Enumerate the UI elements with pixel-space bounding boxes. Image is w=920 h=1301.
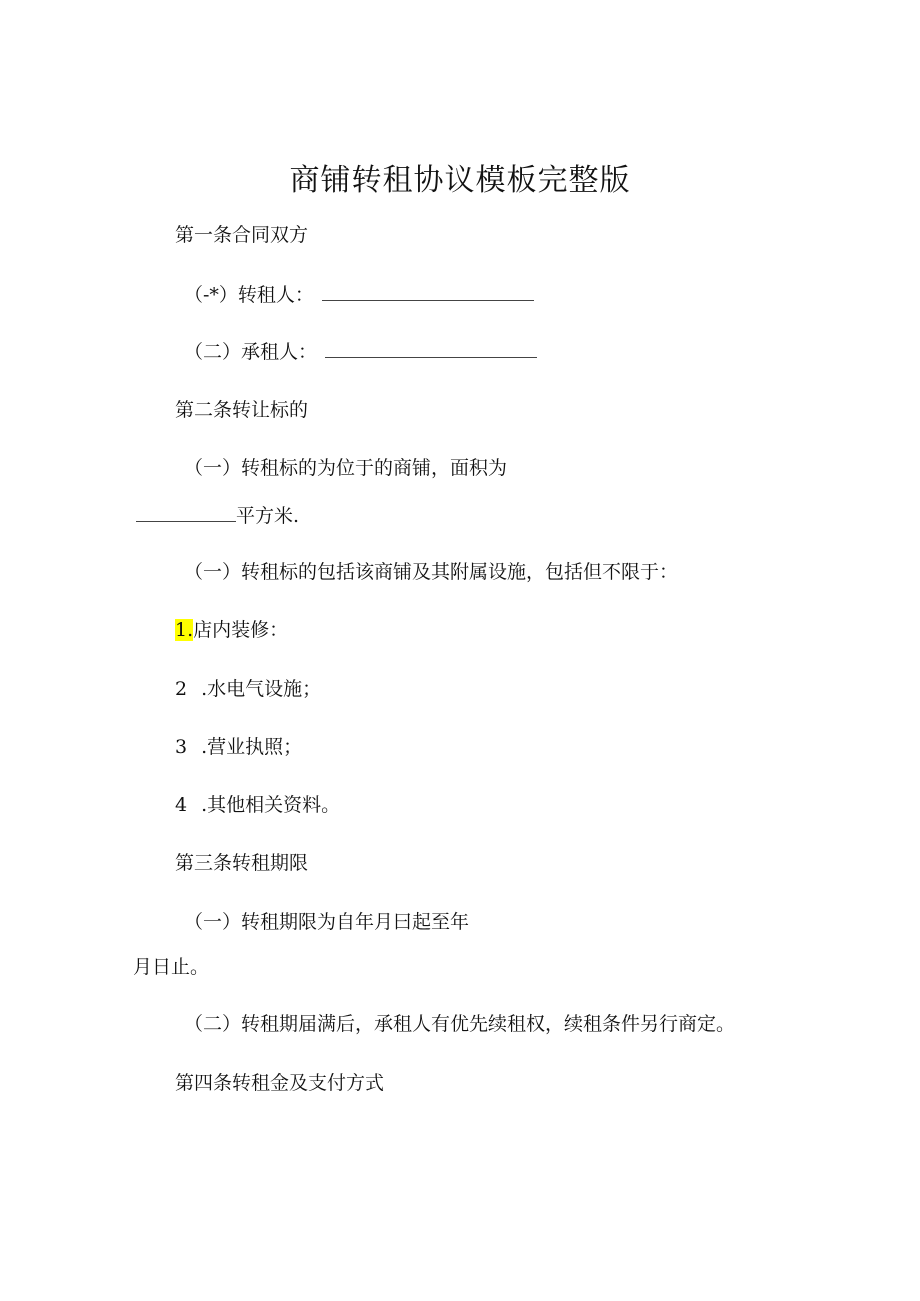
sublessee-line	[184, 339, 537, 365]
list-item	[175, 792, 340, 818]
sublessor-blank	[322, 282, 534, 301]
article-3-item-2: （二）转租期届满后，承租人有优先续租权，续租条件另行商定。	[184, 1013, 736, 1035]
list-item	[175, 617, 288, 643]
article-2-item-2: （一）转租标的包括该商铺及其附属设施，包括但不限于：	[184, 561, 679, 583]
area-blank	[136, 503, 236, 522]
list-item-text: .水电气设施；	[201, 678, 322, 700]
article-4-heading: 第四条转租金及支付方式	[175, 1072, 385, 1094]
article-3-heading: 第三条转租期限	[175, 852, 309, 874]
list-item-number: 2	[175, 678, 188, 700]
list-item-number: 1.	[175, 619, 194, 641]
article-2-item-1-continuation	[136, 503, 299, 529]
sublessee-label: （二）承租人：	[184, 341, 318, 363]
list-item-number: 4	[175, 794, 188, 816]
sublessor-label: （-*）转租人：	[184, 284, 314, 306]
article-3-item-1-continuation: 月日止。	[133, 956, 210, 978]
sublessee-blank	[325, 339, 537, 358]
list-item	[175, 734, 302, 760]
article-1-heading: 第一条合同双方	[175, 224, 309, 246]
article-3-item-1: （一）转租期限为自年月曰起至年	[184, 911, 470, 933]
list-item-text: .其他相关资料。	[201, 794, 341, 816]
document-title: 商铺转租协议模板完整版	[289, 163, 631, 198]
list-item-text: 店内装修：	[193, 619, 289, 641]
area-unit: 平方米.	[236, 505, 300, 527]
list-item	[175, 676, 321, 702]
list-item-number: 3	[175, 736, 188, 758]
article-2-heading: 第二条转让标的	[175, 399, 309, 421]
list-item-text: .营业执照；	[201, 736, 303, 758]
sublessor-line	[184, 282, 534, 308]
article-2-item-1: （一）转租标的为位于的商铺，面积为	[184, 457, 508, 479]
